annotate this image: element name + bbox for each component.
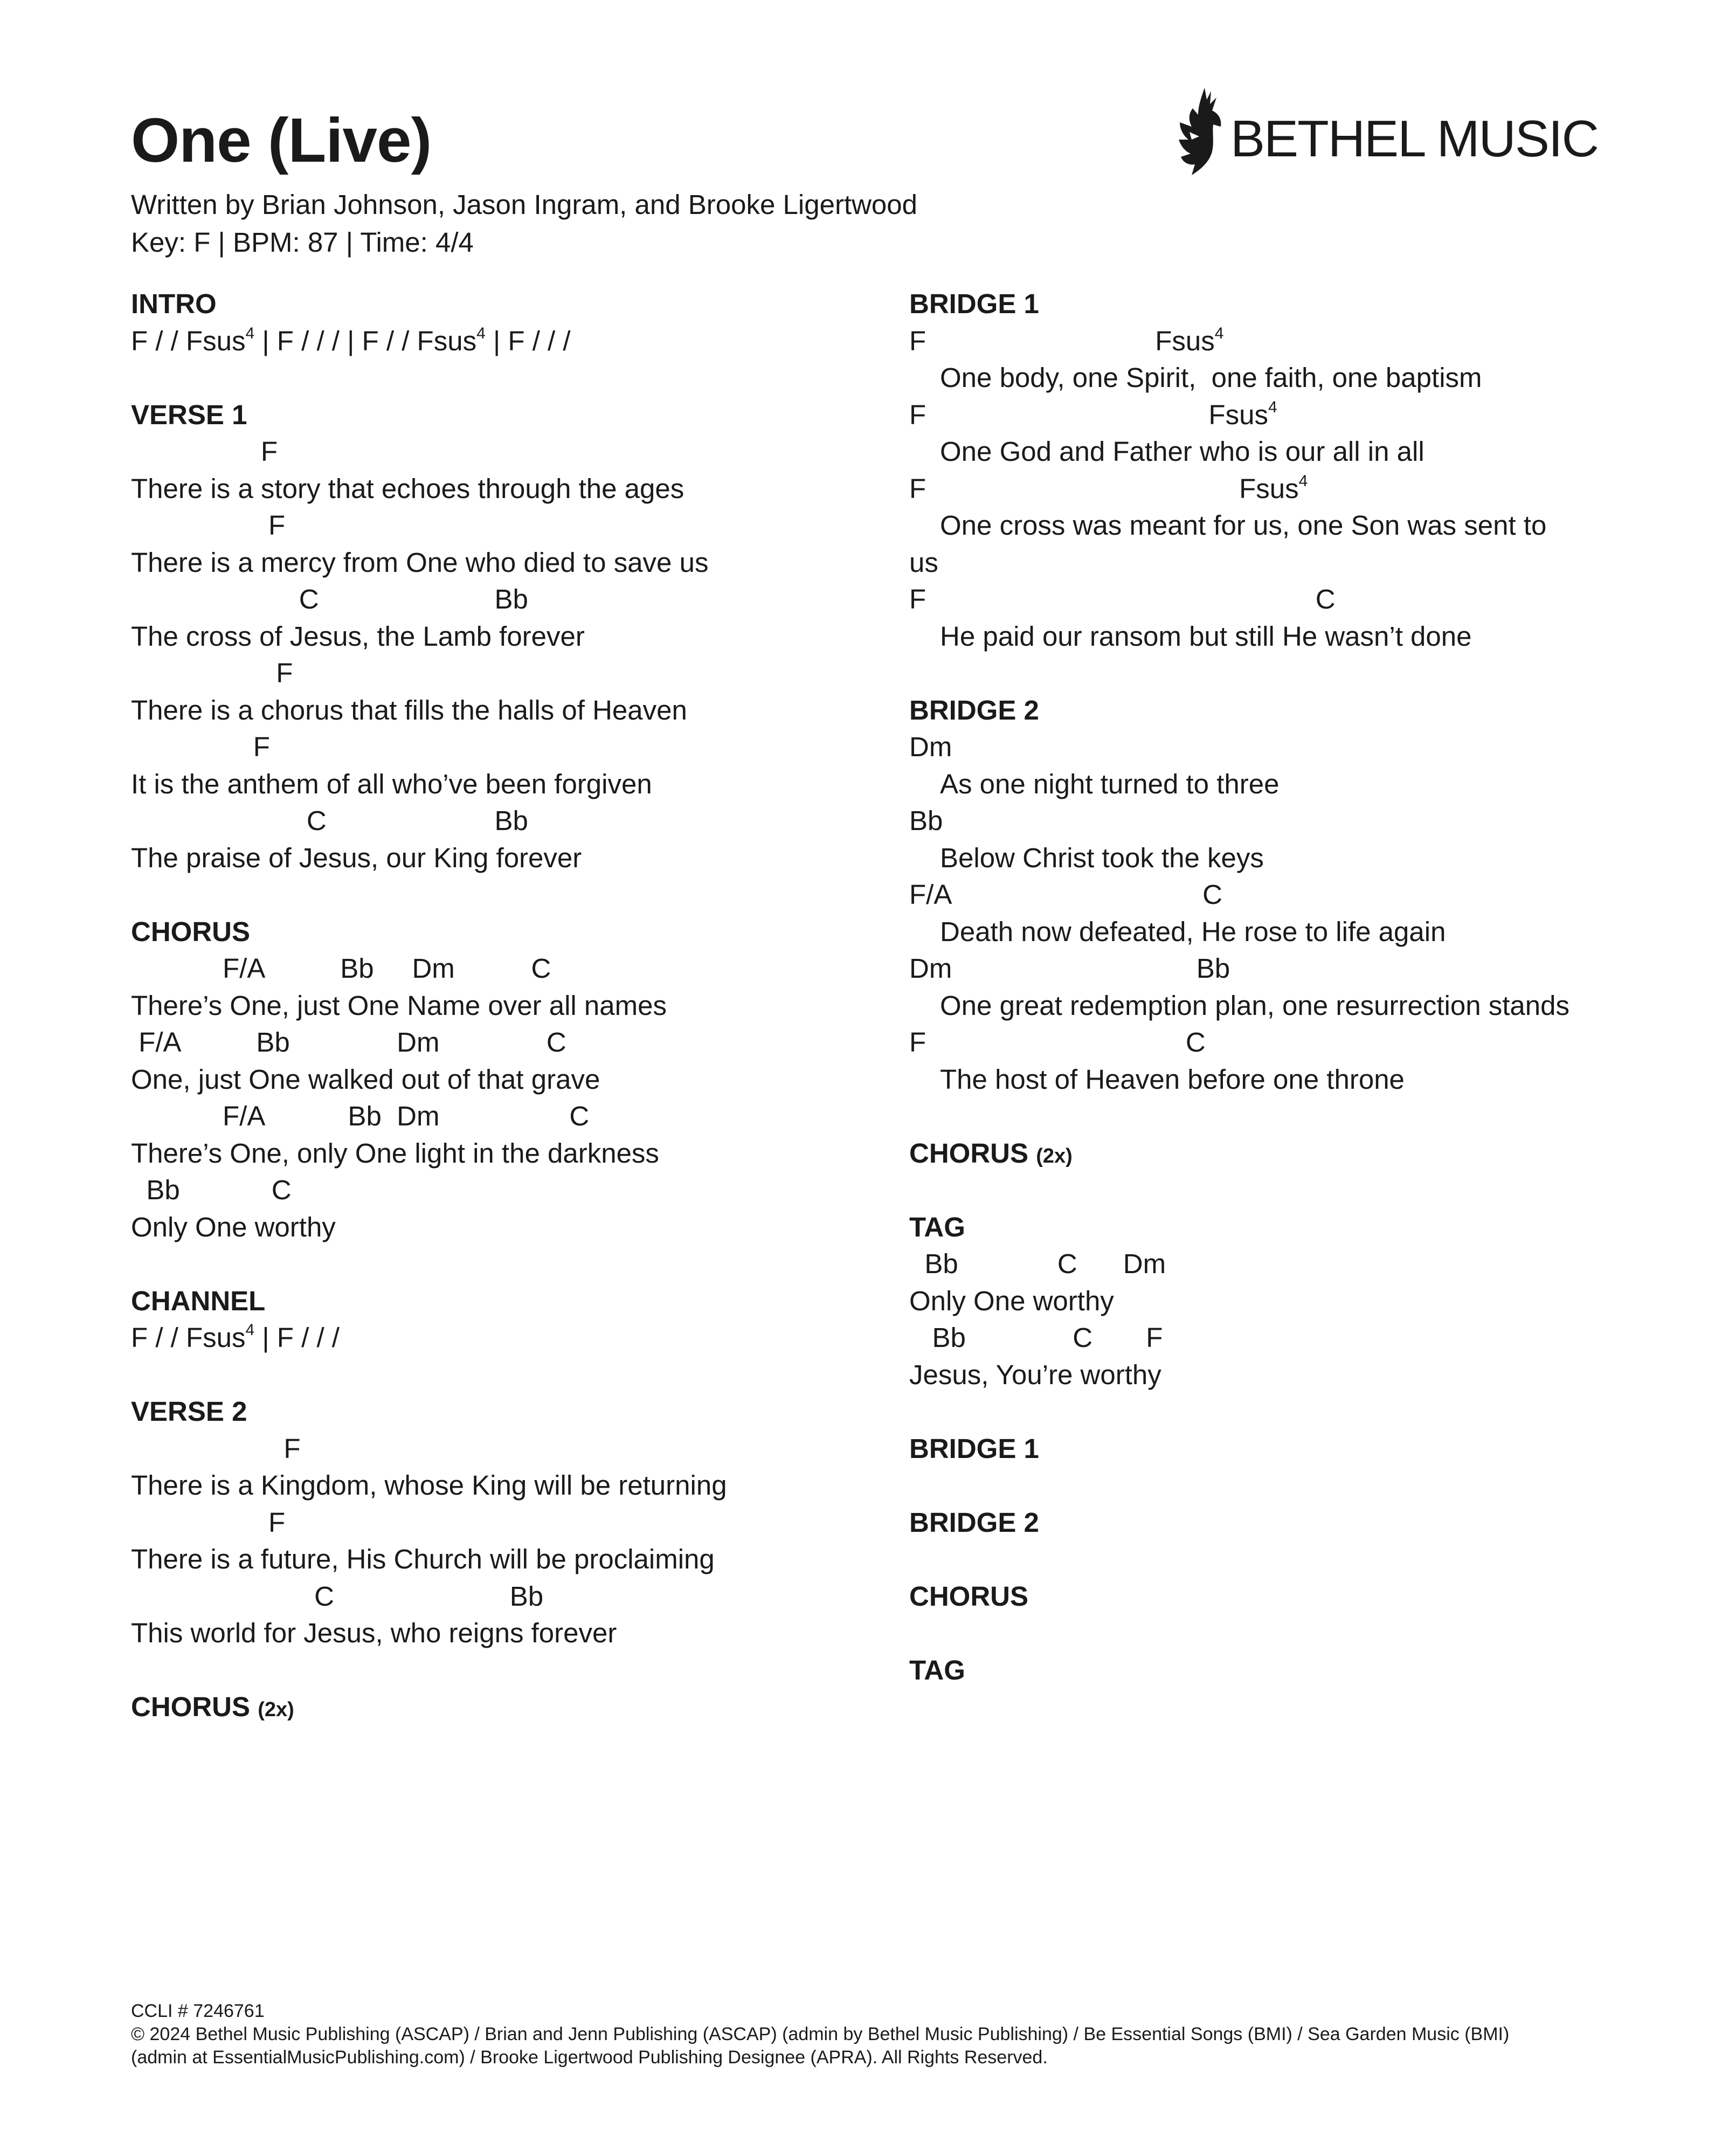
section-heading: CHORUS: [131, 916, 251, 947]
lyric-line: There’s One, only One light in the darkness: [131, 1137, 659, 1169]
copyright-line: (admin at EssentialMusicPublishing.com) / Brooke Ligertwood Publishing Designee (APRA). All Rights Reserved.: [131, 2047, 1048, 2068]
lyric-line: There is a future, His Church will be proclaiming: [131, 1544, 715, 1574]
right-column: [909, 286, 1610, 1726]
chord-line: C Bb: [131, 805, 528, 836]
repeat-count: (2x): [258, 1698, 294, 1721]
lyric-line-wrap: us: [909, 547, 938, 578]
chorus-section: [131, 914, 886, 1246]
song-meta: [131, 186, 917, 261]
bethel-music-logo: [1167, 84, 1598, 186]
lyric-line: One cross was meant for us, one Son was sent to: [940, 510, 1547, 541]
lyric-line: As one night turned to three: [940, 768, 1280, 799]
section-heading: TAG: [909, 1654, 965, 1685]
chord-line: F: [131, 1507, 286, 1538]
chord-line: F: [131, 658, 293, 688]
lyric-line: He paid our ransom but still He wasn’t done: [940, 620, 1472, 652]
lyric-line: One body, one Spirit, one faith, one baptism: [940, 362, 1482, 393]
outro-chorus: [909, 1578, 1610, 1615]
lyric-line: Only One worthy: [909, 1285, 1114, 1316]
section-heading: BRIDGE 2: [909, 694, 1039, 725]
lyric-line: Below Christ took the keys: [940, 842, 1264, 873]
section-heading: VERSE 1: [131, 399, 247, 430]
channel-chart: F / / Fsus$^4$ | F / / /: [131, 1321, 340, 1353]
chord-line: Bb C: [131, 1174, 292, 1205]
chord-line: Dm Bb: [909, 953, 1230, 984]
lyric-line: The praise of Jesus, our King forever: [131, 842, 582, 873]
chord-line: Bb C F: [909, 1322, 1163, 1353]
ccli-number: CCLI # 7246761: [131, 2001, 265, 2021]
section-heading: CHANNEL: [131, 1285, 266, 1316]
repeat-count: (2x): [1036, 1144, 1073, 1167]
lyric-line: There is a mercy from One who died to save us: [131, 547, 709, 578]
section-heading: CHORUS (2x): [909, 1137, 1073, 1169]
deer-head-icon: [1167, 84, 1232, 181]
lyric-line: There is a chorus that fills the halls of Heaven: [131, 694, 687, 725]
intro-section: [131, 286, 886, 360]
chord-line: F Fsus$^4$: [909, 324, 1224, 356]
bridge1-section: [909, 286, 1610, 655]
song-details: Key: F | BPM: 87 | Time: 4/4: [131, 227, 474, 258]
chord-line: F: [131, 731, 270, 762]
lyric-line: The cross of Jesus, the Lamb forever: [131, 620, 585, 652]
chord-line: F Fsus$^4$: [909, 398, 1277, 430]
left-column: [131, 286, 886, 1763]
section-heading: VERSE 2: [131, 1396, 247, 1427]
brand-name: BETHEL MUSIC: [1230, 110, 1598, 168]
chord-line: F Fsus$^4$: [909, 472, 1308, 504]
section-heading: INTRO: [131, 288, 217, 319]
intro-chart: F / / Fsus$^4$ | F / / / | F / / Fsus$^4$ | F / / /: [131, 324, 571, 356]
chord-line: F/A Bb Dm C: [131, 1101, 590, 1131]
chord-line: F C: [909, 584, 1336, 614]
outro-tag: [909, 1652, 1610, 1689]
lyric-line: There is a story that echoes through the ages: [131, 473, 684, 504]
chord-line: F: [131, 510, 286, 541]
chord-line: F/A C: [909, 879, 1222, 910]
section-heading: BRIDGE 1: [909, 288, 1039, 319]
section-heading: CHORUS (2x): [131, 1691, 294, 1722]
tag-section: [909, 1209, 1610, 1394]
lyric-line: There is a Kingdom, whose King will be returning: [131, 1470, 727, 1501]
outro-bridge1: [909, 1431, 1610, 1468]
bridge2-section: [909, 692, 1610, 1098]
section-heading: CHORUS: [909, 1580, 1029, 1612]
section-heading: TAG: [909, 1211, 965, 1242]
chord-line: F/A Bb Dm C: [131, 953, 551, 984]
chord-line: F/A Bb Dm C: [131, 1027, 566, 1058]
copyright-line: © 2024 Bethel Music Publishing (ASCAP) / Brian and Jenn Publishing (ASCAP) (admin by Bethel Music Publishing) / Be Essential Songs (BMI) / Sea Garden Music (BMI): [131, 2024, 1510, 2044]
chord-line: F: [131, 436, 278, 467]
chord-line: C Bb: [131, 584, 528, 614]
chord-line: Dm: [909, 731, 952, 762]
channel-section: [131, 1283, 886, 1357]
lyric-line: This world for Jesus, who reigns forever: [131, 1618, 617, 1648]
copyright-footer: [131, 2000, 1629, 2069]
chorus-repeat-section: [131, 1689, 886, 1726]
song-writers: Written by Brian Johnson, Jason Ingram, and Brooke Ligertwood: [131, 189, 918, 220]
outro-bridge2: [909, 1504, 1610, 1542]
section-heading: BRIDGE 1: [909, 1433, 1039, 1464]
song-title: One (Live): [131, 105, 432, 175]
chord-line: Bb C Dm: [909, 1248, 1166, 1279]
lyric-line: Jesus, You’re worthy: [909, 1359, 1161, 1390]
lyric-line: Only One worthy: [131, 1211, 336, 1242]
lyric-line: It is the anthem of all who’ve been forgiven: [131, 768, 652, 799]
section-heading: BRIDGE 2: [909, 1507, 1039, 1538]
chord-line: Bb: [909, 805, 943, 836]
verse1-section: [131, 397, 886, 877]
lyric-line: One God and Father who is our all in all: [940, 436, 1424, 467]
verse2-section: [131, 1393, 886, 1652]
lyric-line: The host of Heaven before one throne: [940, 1063, 1405, 1095]
chord-line: F: [131, 1433, 301, 1464]
lyric-line: One, just One walked out of that grave: [131, 1063, 600, 1095]
chord-line: F C: [909, 1027, 1206, 1058]
lyric-line: One great redemption plan, one resurrection stands: [940, 990, 1570, 1021]
chord-line: C Bb: [131, 1580, 544, 1612]
lyric-line: Death now defeated, He rose to life again: [940, 916, 1446, 947]
lyric-line: There’s One, just One Name over all names: [131, 990, 667, 1021]
chorus-repeat-section: [909, 1135, 1610, 1172]
